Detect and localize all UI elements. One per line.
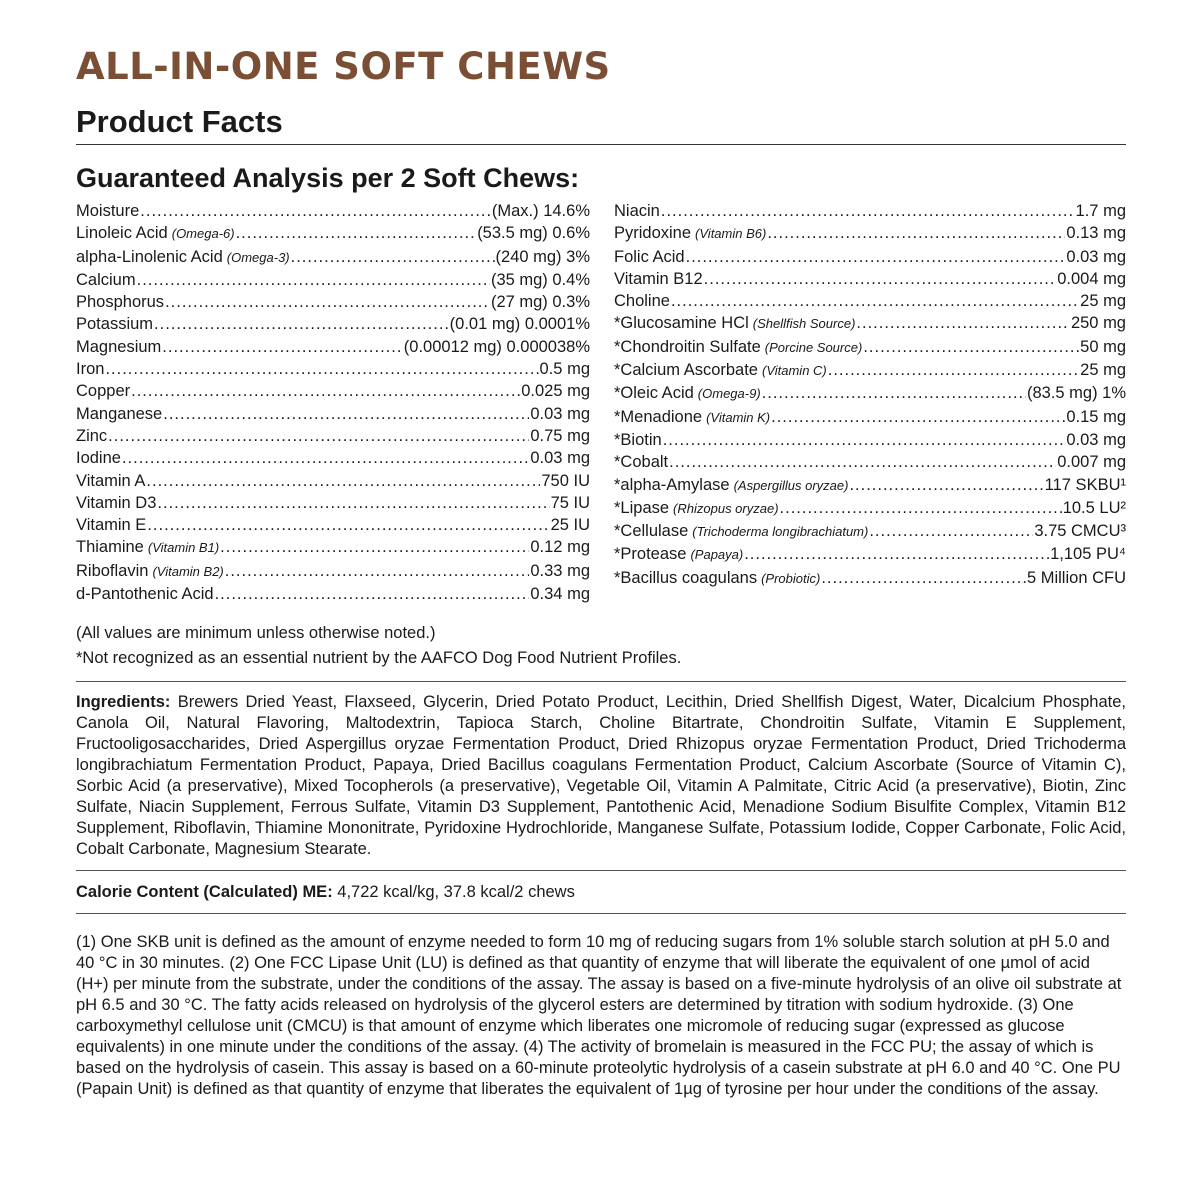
dot-leader [146, 470, 540, 492]
nutrient-label: Riboflavin [76, 561, 149, 580]
dot-leader [762, 382, 1026, 404]
nutrient-value: 0.12 mg [530, 538, 590, 557]
nutrient-value: 0.34 mg [530, 585, 590, 604]
nutrient-source-note: (Omega-9) [697, 386, 761, 402]
nutrient-label: Iron [76, 360, 105, 379]
ingredients-paragraph [76, 692, 1126, 860]
nutrient-value: 117 SKBU¹ [1044, 475, 1126, 494]
nutrient-source-note: (Probiotic) [761, 570, 821, 586]
nutrient-row [614, 312, 1126, 335]
nutrient-value: 1.7 mg [1075, 202, 1126, 220]
nutrient-row [76, 425, 590, 447]
nutrient-value: (83.5 mg) 1% [1026, 384, 1126, 403]
dot-leader [220, 536, 529, 558]
dot-leader [856, 312, 1070, 334]
nutrient-label: Choline [614, 292, 670, 311]
dot-leader [780, 497, 1062, 519]
nutrient-value: (240 mg) 3% [495, 247, 590, 266]
nutrient-row [614, 520, 1126, 543]
dot-leader [162, 336, 402, 358]
dot-leader [131, 380, 520, 402]
nutrient-value: 25 mg [1080, 292, 1126, 311]
guaranteed-analysis-table [76, 200, 1126, 605]
analysis-footnotes [76, 621, 1126, 671]
nutrient-label: Iodine [76, 449, 121, 468]
nutrient-source-note: (Omega-6) [171, 226, 235, 242]
nutrient-label: Moisture [76, 202, 140, 220]
dot-leader [157, 492, 549, 514]
nutrient-label: Vitamin D3 [76, 493, 157, 512]
nutrient-label: *Protease [614, 545, 687, 564]
dot-leader [236, 222, 477, 244]
nutrient-row [614, 336, 1126, 359]
nutrient-row [76, 269, 590, 291]
nutrient-row [76, 583, 590, 605]
nutrient-row [614, 200, 1126, 222]
nutrient-label: Calcium [76, 270, 136, 289]
nutrient-row [614, 359, 1126, 382]
nutrient-value: 0.33 mg [530, 561, 590, 580]
nutrient-label: Thiamine [76, 538, 144, 557]
nutrient-row [614, 268, 1126, 290]
nutrient-value: 3.75 CMCU³ [1034, 522, 1126, 541]
dot-leader [771, 406, 1065, 428]
nutrient-value: 0.03 mg [530, 449, 590, 468]
nutrient-value: 5 Million CFU [1026, 568, 1126, 587]
nutrient-label: *Calcium Ascorbate [614, 361, 758, 380]
dot-leader [154, 313, 449, 335]
brand-title: ALL-IN-ONE SOFT CHEWS [76, 45, 611, 88]
nutrient-label: Linoleic Acid [76, 224, 168, 243]
dot-leader [744, 543, 1049, 565]
nutrient-value: 0.5 mg [539, 360, 590, 379]
nutrient-label: alpha-Linolenic Acid [76, 247, 223, 266]
calorie-value: 4,722 kcal/kg, 37.8 kcal/2 chews [337, 883, 575, 902]
nutrient-row [76, 514, 590, 536]
nutrient-source-note: (Vitamin C) [761, 363, 827, 379]
dot-leader [663, 429, 1066, 451]
dot-leader [291, 246, 495, 268]
analysis-left-column [76, 200, 590, 605]
nutrient-label: *Glucosamine HCl [614, 314, 749, 333]
nutrient-value: 0.007 mg [1057, 453, 1126, 472]
nutrient-value: 1,105 PU⁴ [1050, 545, 1126, 564]
nutrient-value: 0.13 mg [1066, 224, 1126, 243]
minimum-values-note: (All values are minimum unless otherwise noted.) [76, 624, 436, 643]
calorie-content [76, 881, 1126, 903]
dot-leader [849, 474, 1043, 496]
nutrient-label: *Cobalt [614, 453, 669, 472]
nutrient-value: (0.01 mg) 0.0001% [449, 315, 590, 334]
nutrient-label: *Bacillus coagulans [614, 568, 758, 587]
dot-leader [828, 359, 1079, 381]
section-title: Product Facts [76, 104, 283, 139]
nutrient-source-note: (Vitamin B6) [695, 226, 767, 242]
ingredients-label: Ingredients: [76, 693, 171, 712]
nutrient-source-note: (Vitamin B2) [152, 563, 224, 579]
nutrient-value: 0.025 mg [521, 382, 590, 401]
dot-leader [163, 403, 529, 425]
nutrient-label: Vitamin A [76, 471, 146, 490]
nutrient-row [76, 492, 590, 514]
nutrient-row [76, 291, 590, 313]
dot-leader [108, 425, 529, 447]
dot-leader [767, 222, 1065, 244]
nutrient-row [76, 380, 590, 402]
dot-leader [122, 447, 529, 469]
dot-leader [137, 269, 490, 291]
nutrient-source-note: (Porcine Source) [764, 339, 863, 355]
dot-leader [140, 200, 491, 222]
nutrient-row [76, 222, 590, 245]
nutrient-value: 0.15 mg [1066, 407, 1126, 426]
dot-leader [863, 336, 1079, 358]
ingredients-text: Brewers Dried Yeast, Flaxseed, Glycerin, Dried Potato Product, Lecithin, Dried Shellfish Digest, Water, Dicalcium Phosphate, Canola Oil, Natural Flavoring, Maltodextrin, Tapioca Starch, Choline Bitartrate, Chondroitin Sulfate, Vitamin E Supplement, Fructooligosaccharides, Dried Aspergillus oryzae Fermentation Product, Dried Rhizopus oryzae Fermentation Product, Dried Trichoderma longibrachiatum Fermentation Product, Papaya, Dried Bacillus coagulans Fermentation Product, Calcium Ascorbate (Source of Vitamin C), Sorbic Acid (a preservative), Mixed Tocopherols (a preservative), Vegetable Oil, Vitamin A Palmitate, Citric Acid (a preservative), Biotin, Zinc Sulfate, Niacin Supplement, Ferrous Sulfate, Vitamin D3 Supplement, Pantothenic Acid, Menadione Sodium Bisulfite Complex, Vitamin B12 Supplement, Riboflavin, Thiamine Mononitrate, Pyridoxine Hydrochloride, Manganese Sulfate, Potassium Iodide, Copper Carbonate, Folic Acid, Cobalt Carbonate, Magnesium Stearate. [76, 693, 1127, 859]
nutrient-label: Folic Acid [614, 247, 685, 266]
guaranteed-analysis-title: Guaranteed Analysis per 2 Soft Chews: [76, 163, 580, 193]
nutrient-value: 0.004 mg [1057, 269, 1126, 288]
nutrient-value: 25 mg [1080, 361, 1126, 380]
nutrient-row [614, 290, 1126, 312]
dot-leader [686, 246, 1066, 268]
nutrient-row [76, 246, 590, 269]
nutrient-row [76, 536, 590, 559]
nutrient-row [614, 406, 1126, 429]
nutrient-value: 50 mg [1080, 337, 1126, 356]
nutrient-value: 25 IU [550, 516, 590, 535]
nutrient-row [76, 447, 590, 469]
nutrient-label: Manganese [76, 404, 163, 423]
nutrient-value: 250 mg [1070, 314, 1126, 333]
dot-leader [704, 268, 1057, 290]
dot-leader [215, 583, 530, 605]
nutrient-row [76, 358, 590, 380]
nutrient-label: Vitamin B12 [614, 269, 703, 288]
nutrient-value: (27 mg) 0.3% [490, 293, 590, 312]
nutrient-value: 0.03 mg [530, 404, 590, 423]
nutrient-value: 0.03 mg [1066, 247, 1126, 266]
nutrient-value: (53.5 mg) 0.6% [477, 224, 590, 243]
title-divider [76, 144, 1126, 145]
dot-leader [821, 567, 1026, 589]
nutrient-row [76, 560, 590, 583]
nutrient-label: Niacin [614, 202, 660, 220]
nutrient-source-note: (Rhizopus oryzae) [673, 500, 779, 516]
nutrient-source-note: (Trichoderma longibrachiatum) [692, 524, 869, 540]
nutrient-source-note: (Vitamin K) [706, 409, 771, 425]
dot-leader [105, 358, 538, 380]
nutrient-value: 10.5 LU² [1062, 498, 1126, 517]
nutrient-row [614, 222, 1126, 245]
nutrient-label: Magnesium [76, 337, 162, 356]
nutrient-value: (0.00012 mg) 0.000038% [403, 337, 590, 356]
nutrient-row [614, 451, 1126, 473]
nutrient-label: d-Pantothenic Acid [76, 585, 214, 604]
nutrient-row [76, 200, 590, 222]
nutrient-value: 750 IU [541, 471, 590, 490]
nutrient-value: (Max.) 14.6% [491, 202, 590, 220]
nutrient-value: (35 mg) 0.4% [490, 270, 590, 289]
nutrient-row [76, 403, 590, 425]
nutrient-label: Copper [76, 382, 131, 401]
nutrient-row [614, 474, 1126, 497]
calorie-divider [76, 913, 1126, 914]
nutrient-label: *Menadione [614, 407, 703, 426]
nutrient-label: Zinc [76, 426, 108, 445]
nutrient-label: *Chondroitin Sulfate [614, 337, 761, 356]
footnotes-divider [76, 681, 1126, 682]
nutrient-source-note: (Omega-3) [226, 249, 290, 265]
nutrient-source-note: (Papaya) [690, 547, 744, 563]
nutrient-row [614, 543, 1126, 566]
nutrient-row [614, 567, 1126, 590]
dot-leader [225, 560, 530, 582]
nutrient-label: *alpha-Amylase [614, 475, 730, 494]
calorie-label: Calorie Content (Calculated) ME: [76, 883, 333, 902]
aafco-note: *Not recognized as an essential nutrient by the AAFCO Dog Food Nutrient Profiles. [76, 649, 682, 668]
nutrient-source-note: (Aspergillus oryzae) [733, 477, 849, 493]
nutrient-source-note: (Vitamin B1) [147, 540, 220, 556]
dot-leader [671, 290, 1079, 312]
nutrient-label: Phosphorus [76, 293, 165, 312]
nutrient-row [76, 313, 590, 335]
nutrient-value: 0.75 mg [530, 426, 590, 445]
nutrient-row [614, 429, 1126, 451]
nutrient-source-note: (Shellfish Source) [752, 316, 856, 332]
nutrient-row [614, 497, 1126, 520]
enzyme-unit-definitions: (1) One SKB unit is defined as the amount of enzyme needed to form 10 mg of reducing sugars from 1% soluble starch solution at pH 5.0 and 40 °C in 30 minutes. (2) One FCC Lipase Unit (LU) is defined as that quantity of enzyme that will liberate the equivalent of one µmol of acid (H+) per minute from the substrate, under the conditions of the assay. The assay is based on a five-minute hydrolysis of an olive oil substrate at pH 6.5 and 30 °C. The fatty acids released on hydrolysis of the glycerol esters are determined by titration with sodium hydroxide. (3) One carboxymethyl cellulose unit (CMCU) is that amount of enzyme which liberates one micromole of reducing sugar (expressed as glucose equivalents) in one minute under the conditions of the assay. (4) The activity of bromelain is measured in the FCC PU; the assay of which is based on the hydrolysis of casein. This assay is based on a 60-minute proteolytic hydrolysis of a casein substrate at pH 6.0 and 40 °C. One PU (Papain Unit) is defined as that quantity of enzyme that liberates the equivalent of 1µg of tyrosine per hour under the conditions of the assay. [76, 933, 1122, 1099]
analysis-right-column [614, 200, 1126, 605]
nutrient-value: 75 IU [550, 493, 590, 512]
nutrient-label: Pyridoxine [614, 224, 692, 243]
dot-leader [869, 520, 1033, 542]
dot-leader [661, 200, 1075, 222]
nutrient-label: *Biotin [614, 430, 662, 449]
nutrient-label: *Cellulase [614, 522, 689, 541]
dot-leader [147, 514, 549, 536]
nutrient-label: *Lipase [614, 498, 670, 517]
dot-leader [669, 451, 1056, 473]
nutrient-label: *Oleic Acid [614, 384, 694, 403]
ingredients-divider [76, 870, 1126, 871]
nutrient-value: 0.03 mg [1066, 430, 1126, 449]
dot-leader [165, 291, 490, 313]
nutrient-row [614, 246, 1126, 268]
nutrient-row [614, 382, 1126, 405]
nutrient-row [76, 470, 590, 492]
nutrient-row [76, 336, 590, 358]
nutrient-label: Vitamin E [76, 516, 147, 535]
product-facts-panel [76, 40, 1126, 1100]
nutrient-label: Potassium [76, 315, 154, 334]
